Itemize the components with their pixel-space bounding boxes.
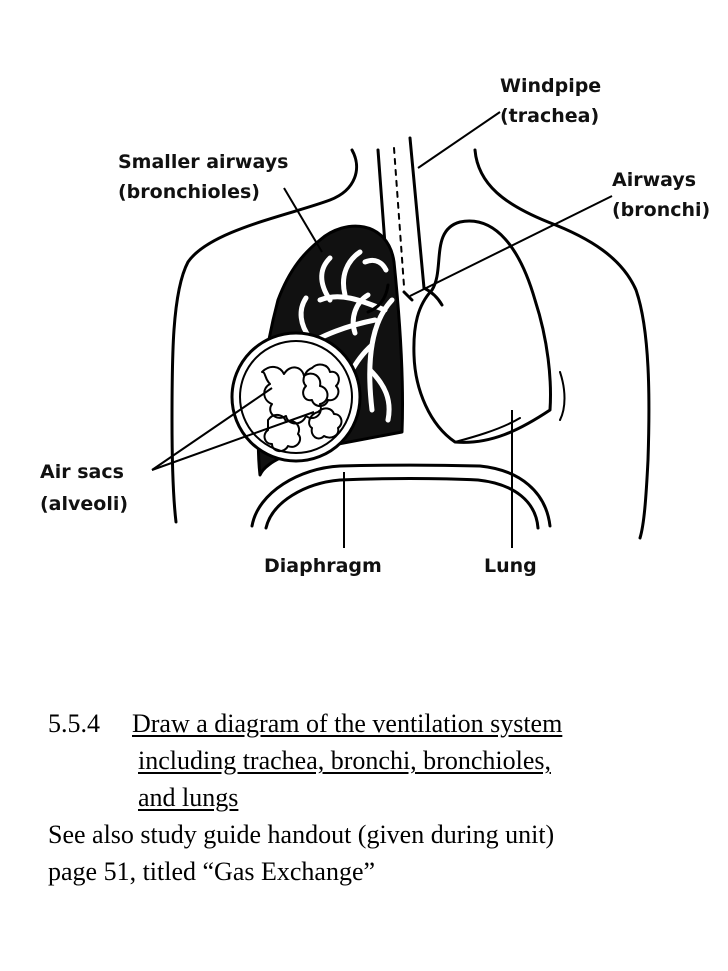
objective-number: 5.5.4 bbox=[48, 709, 100, 738]
objective-text-1: Draw a diagram of the ventilation system bbox=[132, 709, 563, 738]
objective-line-1 bbox=[48, 705, 718, 742]
label-diaphragm: Diaphragm bbox=[264, 555, 382, 577]
objective-line-3 bbox=[48, 779, 718, 816]
objective-line-2 bbox=[48, 742, 718, 779]
label-bronchioles-line1: Smaller airways bbox=[118, 151, 289, 173]
note-line-1: See also study guide handout (given during unit) bbox=[48, 820, 555, 849]
objective-text-block bbox=[48, 705, 718, 890]
pointer-bronchioles bbox=[284, 188, 322, 252]
diaphragm-inner bbox=[266, 479, 538, 529]
label-alveoli-line2: (alveoli) bbox=[40, 493, 129, 515]
label-alveoli-line1: Air sacs bbox=[40, 461, 124, 483]
alveoli-magnified-circle bbox=[232, 333, 360, 461]
label-windpipe-line1: Windpipe bbox=[500, 75, 602, 97]
right-lung-outline bbox=[414, 221, 551, 442]
label-bronchi-line2: (bronchi) bbox=[612, 199, 711, 221]
diaphragm bbox=[252, 465, 550, 526]
label-lung: Lung bbox=[484, 555, 537, 577]
label-bronchi-line1: Airways bbox=[612, 169, 697, 191]
pointer-windpipe bbox=[418, 112, 500, 168]
label-windpipe-line2: (trachea) bbox=[500, 105, 600, 127]
label-bronchioles-line2: (bronchioles) bbox=[118, 181, 260, 203]
objective-text-2: including trachea, bronchi, bronchioles, bbox=[138, 746, 551, 775]
note-line-2: page 51, titled “Gas Exchange” bbox=[48, 857, 376, 886]
objective-text-3: and lungs bbox=[138, 783, 239, 812]
